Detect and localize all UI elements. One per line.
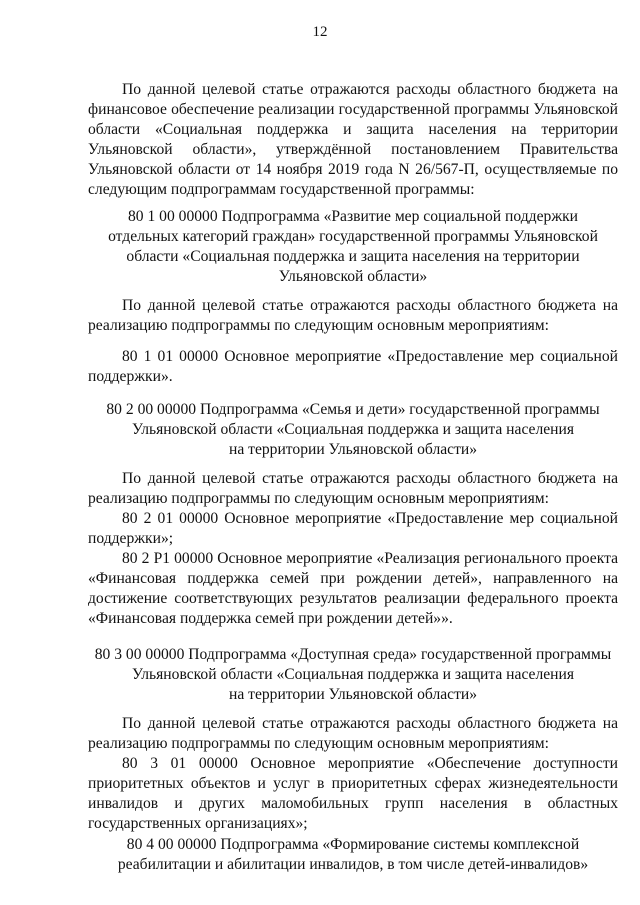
heading-line: Ульяновской области «Социальная поддержка и защита населения — [131, 666, 575, 683]
text-line: «Финансовая поддержка семей при рождении детей»». — [88, 610, 453, 627]
heading-line: реабилитации и абилитации инвалидов, в том числе детей-инвалидов» — [117, 856, 589, 873]
text-line: следующим подпрограммам государственной программы: — [88, 181, 475, 198]
text-line: реализацию подпрограммы по следующим основным мероприятиям: — [88, 317, 549, 334]
heading-line: 80 2 00 00000 Подпрограмма «Семья и дети» государственной программы — [106, 401, 600, 418]
text-line: приоритетных объектов и услуг в приоритетных сферах жизнедеятельности — [88, 775, 618, 792]
text-line: реализацию подпрограммы по следующим основным мероприятиям: — [88, 735, 549, 752]
text-line: 80 2 01 00000 Основное мероприятие «Предоставление мер социальной — [122, 510, 618, 527]
text-line: По данной целевой статье отражаются расходы областного бюджета на — [122, 81, 618, 98]
intro-paragraph — [88, 80, 618, 200]
text-line: По данной целевой статье отражаются расходы областного бюджета на — [122, 715, 618, 732]
text-line: финансовое обеспечение реализации государственной программы Ульяновской — [88, 101, 618, 118]
paragraph-2 — [88, 296, 618, 336]
subprogram-heading-2 — [88, 400, 618, 460]
text-line: инвалидов и других маломобильных групп населения в областных — [88, 795, 618, 812]
text-line: 80 1 01 00000 Основное мероприятие «Предоставление мер социальной — [122, 348, 618, 365]
text-line: реализацию подпрограммы по следующим основным мероприятиям: — [88, 490, 549, 507]
heading-line: на территории Ульяновской области» — [228, 441, 478, 458]
text-line: 80 2 P1 00000 Основное мероприятие «Реализация регионального проекта — [122, 550, 618, 567]
text-line: области «Социальная поддержка и защита населения на территории — [88, 121, 618, 138]
paragraph-4 — [88, 469, 618, 629]
text-line: достижение соответствующих результатов реализации федерального проекта — [88, 590, 618, 607]
text-line: Ульяновской области от 14 ноября 2019 года N 26/567-П, осуществляемые по — [88, 161, 618, 178]
heading-line: области «Социальная поддержка и защита населения на территории — [126, 248, 580, 265]
text-line: государственных организациях»; — [88, 815, 308, 832]
paragraph-3 — [88, 347, 618, 387]
text-line: поддержки». — [88, 368, 173, 385]
page-number: 12 — [312, 24, 328, 40]
text-line: Ульяновской области», утверждённой постановлением Правительства — [88, 141, 618, 158]
text-line: 80 3 01 00000 Основное мероприятие «Обеспечение доступности — [122, 755, 618, 772]
heading-line: 80 4 00 00000 Подпрограмма «Формирование системы комплексной — [126, 836, 580, 853]
heading-line: на территории Ульяновской области» — [228, 686, 478, 703]
text-line: По данной целевой статье отражаются расходы областного бюджета на — [122, 297, 618, 314]
subprogram-heading-3 — [88, 645, 618, 705]
heading-line: 80 3 00 00000 Подпрограмма «Доступная среда» государственной программы — [94, 646, 612, 663]
heading-line: 80 1 00 00000 Подпрограмма «Развитие мер социальной поддержки — [127, 208, 579, 225]
heading-line: Ульяновской области» — [278, 268, 428, 285]
text-line: «Финансовая поддержка семей при рождении детей», направленного на — [88, 570, 618, 587]
paragraph-5 — [88, 714, 618, 834]
subprogram-heading-4 — [88, 835, 618, 875]
heading-line: отдельных категорий граждан» государственной программы Ульяновской — [108, 228, 598, 245]
subprogram-heading-1 — [88, 207, 618, 287]
text-line: поддержки»; — [88, 530, 174, 547]
heading-line: Ульяновской области «Социальная поддержка и защита населения — [131, 421, 575, 438]
text-line: По данной целевой статье отражаются расходы областного бюджета на — [122, 470, 618, 487]
